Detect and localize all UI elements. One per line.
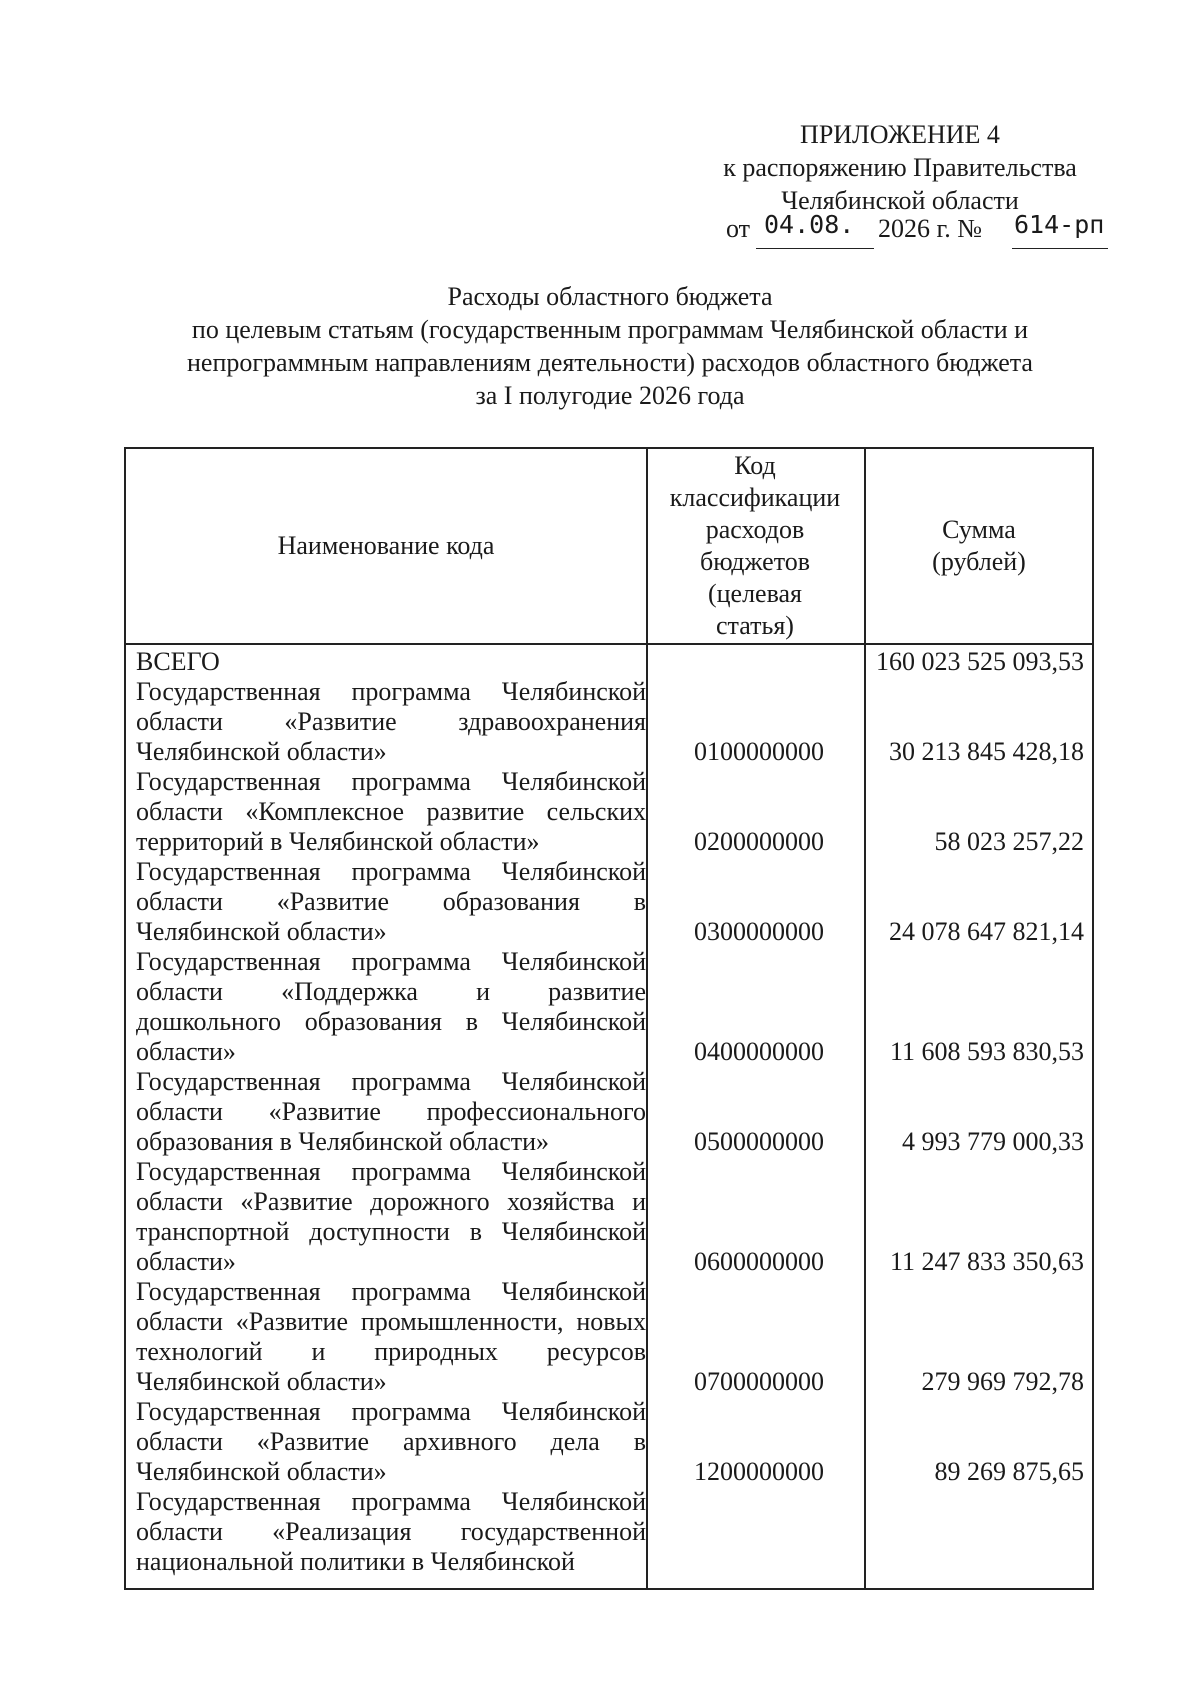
row-name-line: Государственная программа Челябинской	[136, 1397, 646, 1426]
row-sum: 24 078 647 821,14	[889, 917, 1084, 946]
title-line: по целевым статьям (государственным программам Челябинской области и	[191, 315, 1029, 344]
row-name-line: Государственная программа Челябинской	[136, 947, 646, 976]
number-underline	[1012, 248, 1108, 249]
row-code: 0600000000	[694, 1247, 824, 1276]
row-name	[136, 767, 646, 857]
row-name-line: Челябинской области»	[136, 1457, 387, 1486]
row-name-line: Челябинской области»	[136, 917, 387, 946]
row-name-line: Челябинской области»	[136, 1367, 387, 1396]
total-sum: 160 023 525 093,53	[876, 647, 1084, 676]
total-label: ВСЕГО	[136, 647, 220, 676]
header-sum: Сумма (рублей)	[932, 515, 1026, 576]
row-name-line: области «Развитие образования в	[136, 887, 646, 916]
row-name-line: Государственная программа Челябинской	[136, 1277, 646, 1306]
row-name-line: области»	[136, 1247, 236, 1276]
row-code: 0700000000	[694, 1367, 824, 1396]
row-name-line: области «Развитие профессионального	[136, 1097, 646, 1126]
row-name-line: Государственная программа Челябинской	[136, 1067, 646, 1096]
row-code: 0100000000	[694, 737, 824, 766]
row-sum: 89 269 875,65	[934, 1457, 1084, 1486]
row-name	[136, 947, 646, 1067]
row-name-line: Государственная программа Челябинской	[136, 767, 646, 796]
row-name	[136, 1157, 646, 1277]
row-name-line: транспортной доступности в Челябинской	[136, 1217, 646, 1246]
row-name	[136, 677, 646, 767]
row-code: 0300000000	[694, 917, 824, 946]
row-name-line: дошкольного образования в Челябинской	[136, 1007, 646, 1036]
title-line: непрограммным направлениям деятельности) расходов областного бюджета	[187, 348, 1033, 377]
row-code: 1200000000	[694, 1457, 824, 1486]
budget-table	[124, 447, 1094, 1590]
row-name-line: Государственная программа Челябинской	[136, 857, 646, 886]
row-name-line: Государственная программа Челябинской	[136, 1487, 646, 1516]
row-sum: 30 213 845 428,18	[889, 737, 1084, 766]
document-title	[120, 280, 1100, 412]
date-underline	[756, 248, 874, 249]
header-name: Наименование кода	[277, 531, 495, 560]
row-code: 0500000000	[694, 1127, 824, 1156]
row-name-line: Государственная программа Челябинской	[136, 677, 646, 706]
row-name-line: технологий и природных ресурсов	[136, 1337, 646, 1366]
row-name-line: образования в Челябинской области»	[136, 1127, 550, 1156]
title-line: Расходы областного бюджета	[447, 282, 773, 311]
row-name-line: Челябинской области»	[136, 737, 387, 766]
header-code: Код классификации расходов бюджетов (целевая статья)	[669, 451, 841, 640]
row-name-line: области «Поддержка и развитие	[136, 977, 646, 1006]
order-reference	[726, 210, 1116, 254]
row-sum: 11 608 593 830,53	[889, 1037, 1084, 1066]
row-name	[136, 1487, 646, 1577]
row-sum: 4 993 779 000,33	[902, 1127, 1084, 1156]
appendix-header	[690, 118, 1110, 217]
row-code: 0200000000	[694, 827, 824, 856]
header-divider	[126, 643, 1092, 645]
order-year: 2026 г. №	[878, 214, 983, 243]
row-name-line: области «Комплексное развитие сельских	[136, 797, 646, 826]
order-number: 614-рп	[1014, 210, 1105, 239]
row-name	[136, 1277, 646, 1397]
row-name-line: национальной политики в Челябинской	[136, 1547, 575, 1576]
row-name-line: области «Реализация государственной	[136, 1517, 646, 1546]
row-name	[136, 1397, 646, 1487]
row-sum: 279 969 792,78	[921, 1367, 1084, 1396]
row-name-line: области «Развитие здравоохранения	[136, 707, 646, 736]
row-name	[136, 857, 646, 947]
appendix-title: ПРИЛОЖЕНИЕ 4	[800, 120, 1000, 149]
row-code: 0400000000	[694, 1037, 824, 1066]
row-sum: 58 023 257,22	[934, 827, 1084, 856]
row-name-line: территорий в Челябинской области»	[136, 827, 540, 856]
appendix-line2: Челябинской области	[781, 186, 1019, 215]
row-name-line: области «Развитие промышленности, новых	[136, 1307, 646, 1336]
order-date: 04.08.	[764, 210, 855, 239]
row-name	[136, 1067, 646, 1157]
row-name-line: области «Развитие дорожного хозяйства и	[136, 1187, 646, 1216]
order-prefix: от	[726, 214, 751, 243]
row-sum: 11 247 833 350,63	[889, 1247, 1084, 1276]
appendix-line1: к распоряжению Правительства	[723, 153, 1077, 182]
title-line: за I полугодие 2026 года	[475, 381, 745, 410]
row-name-line: области «Развитие архивного дела в	[136, 1427, 646, 1456]
row-name-line: Государственная программа Челябинской	[136, 1157, 646, 1186]
row-name-line: области»	[136, 1037, 236, 1066]
